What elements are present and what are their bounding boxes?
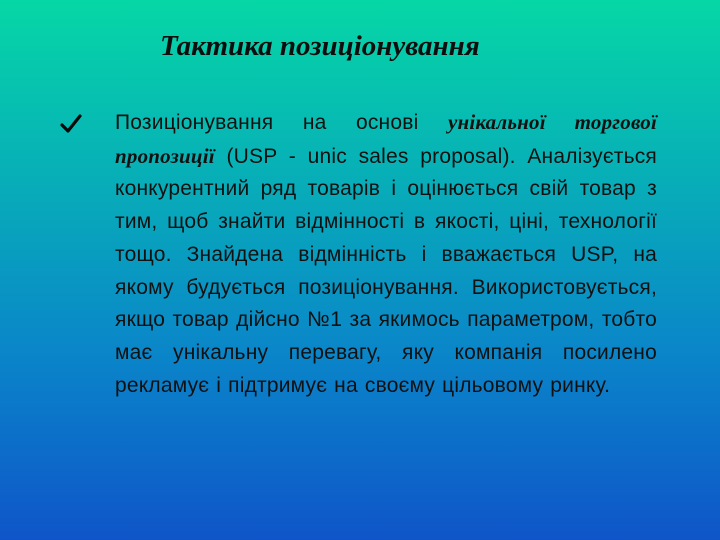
bullet-paragraph — [115, 106, 657, 402]
checkmark-icon — [60, 113, 82, 135]
paragraph-emphasis: унікальної торгової пропозиції — [115, 110, 657, 168]
paragraph-rest: (USP - unic sales proposal). Аналізується конкурентний ряд товарів і оцінюється свій товар з тим, щоб знайти відмінності в якості, ціні, технології тощо. Знайдена відмінність і вважається USP, на якому будується позиціонування. Використовується, якщо товар дійсно №1 за якимось параметром, тобто має унікальну перевагу, яку компанія посилено рекламує і підтримує на своєму цільовому ринку. — [115, 144, 657, 397]
slide-title: Тактика позиціонування — [160, 30, 480, 62]
paragraph-lead: Позиціонування на основі — [115, 111, 448, 134]
